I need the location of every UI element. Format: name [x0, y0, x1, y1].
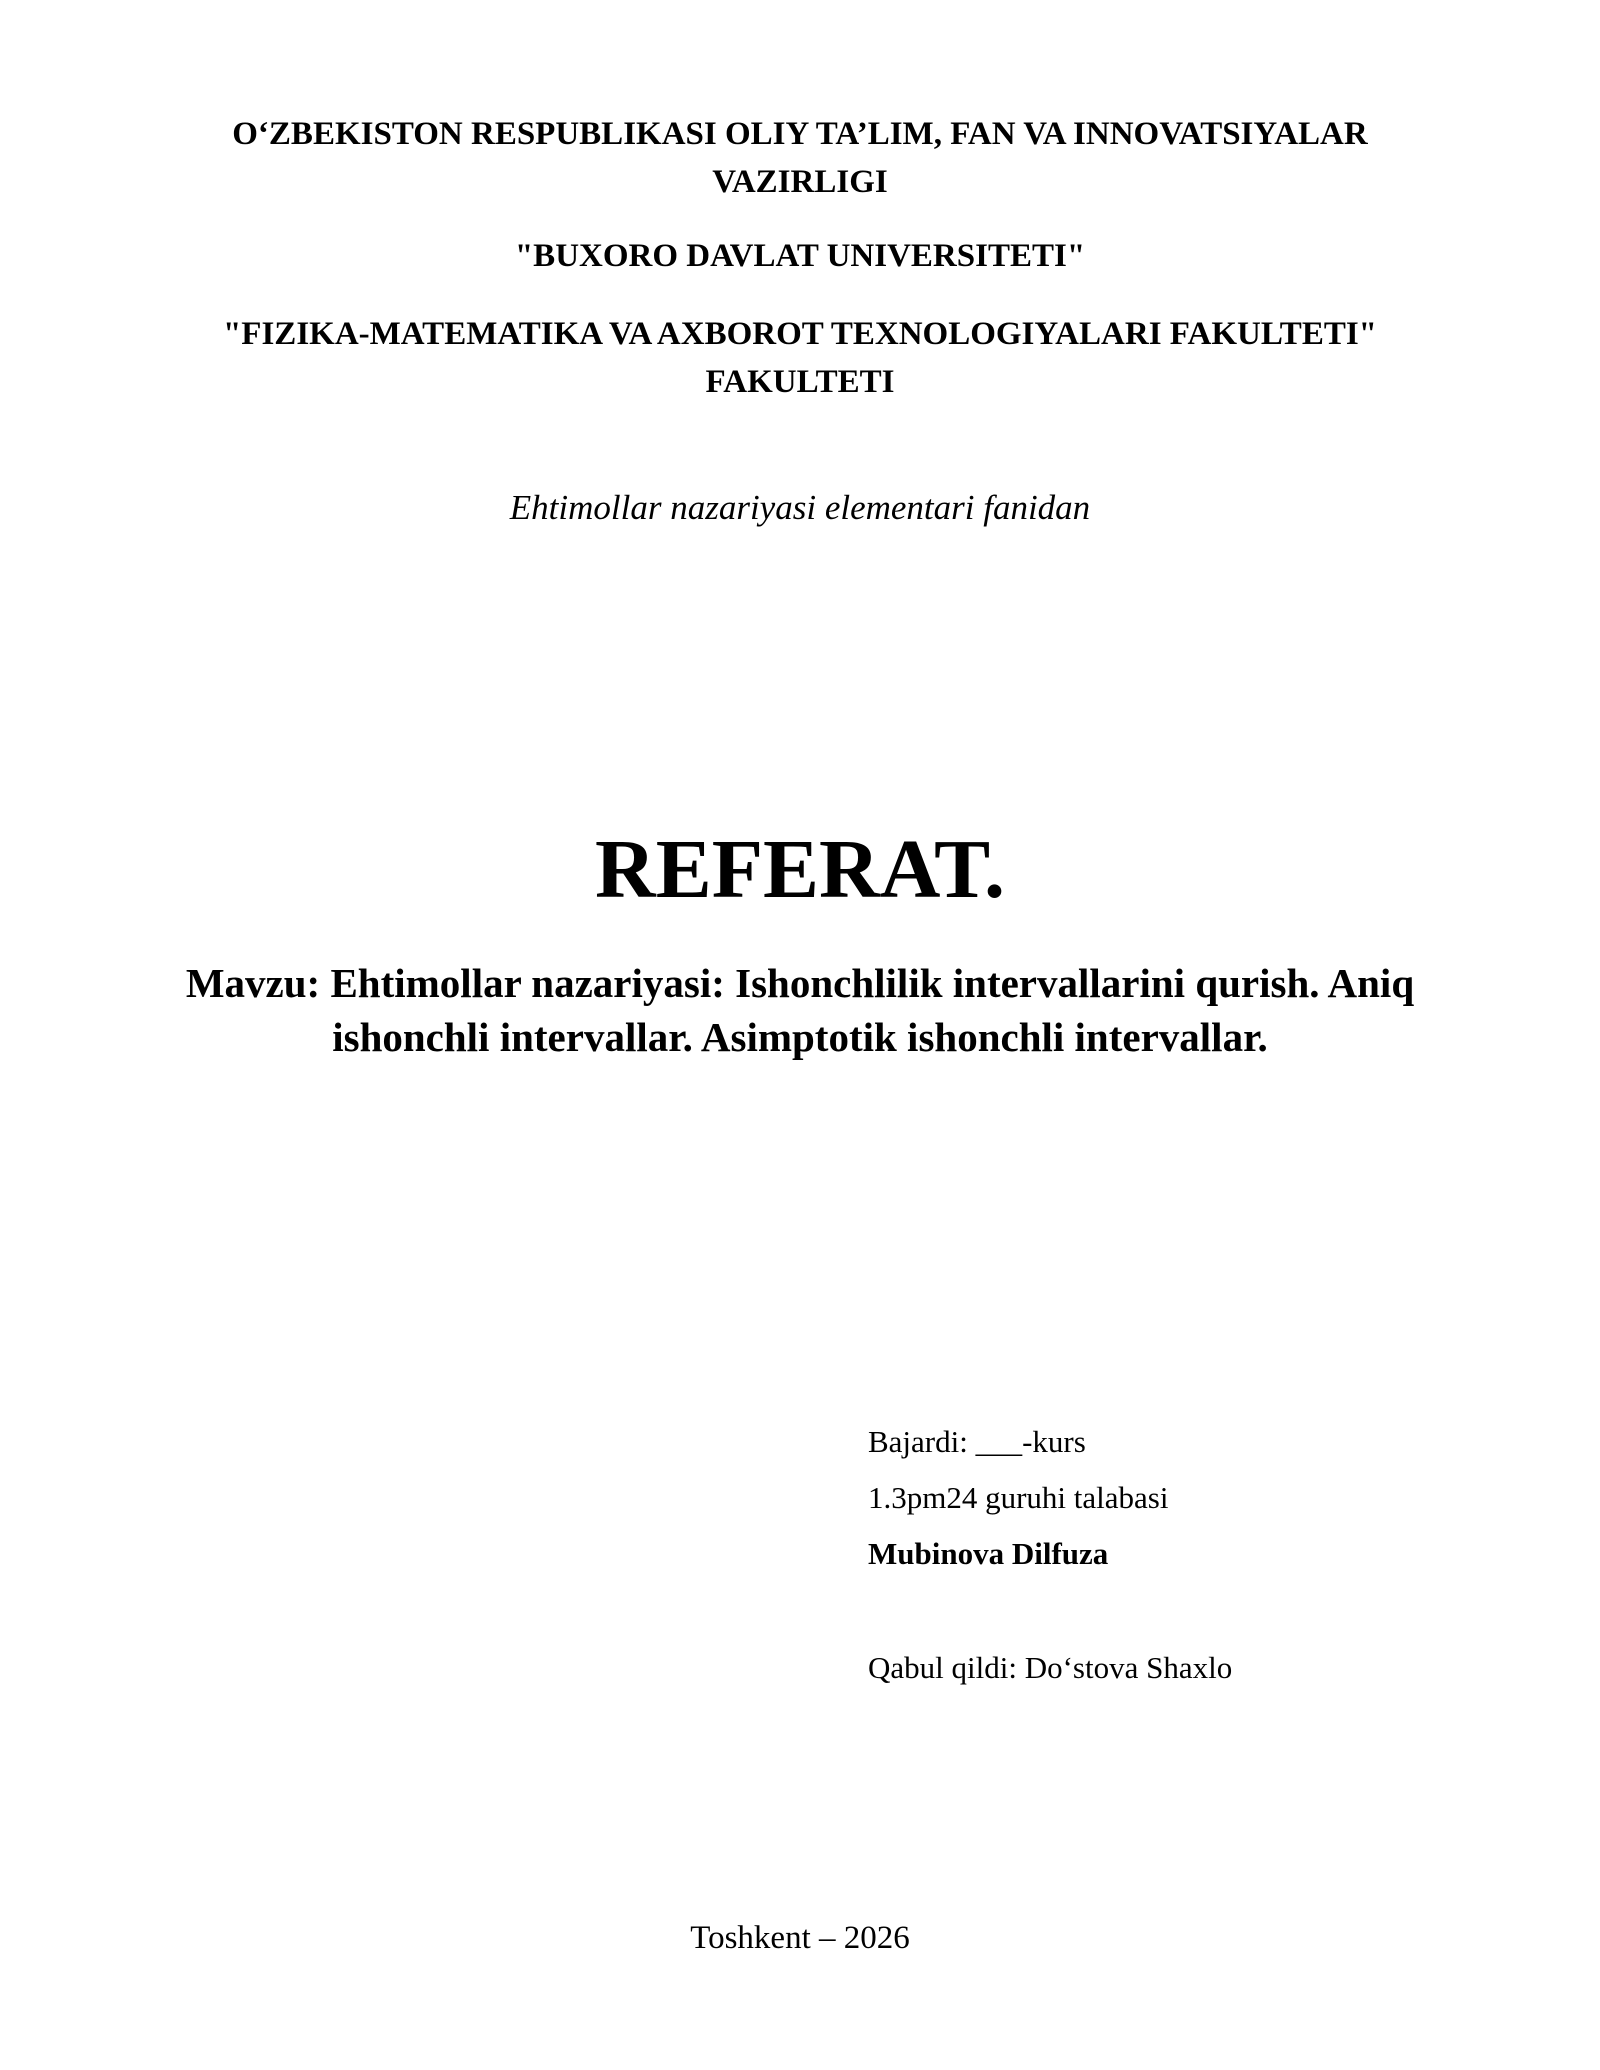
ministry-line-2: VAZIRLIGI: [712, 164, 888, 200]
topic-heading: [150, 956, 1450, 1064]
document-title: REFERAT.: [595, 823, 1005, 916]
ministry-line-1: O‘ZBEKISTON RESPUBLIKASI OLIY TA’LIM, FAN VA INNOVATSIYALAR: [232, 116, 1368, 152]
faculty-heading: [140, 310, 1460, 406]
city-year-footer: Toshkent – 2026: [690, 1920, 910, 1956]
topic-line-1: Mavzu: Ehtimollar nazariyasi: Ishonchlilik intervallarini qurish. Aniq: [185, 960, 1415, 1006]
ministry-heading: [140, 110, 1460, 206]
student-name: Mubinova Dilfuza: [868, 1536, 1109, 1571]
student-group: 1.3pm24 guruhi talabasi: [868, 1480, 1169, 1515]
subject-line: Ehtimollar nazariyasi elementari fanidan: [509, 488, 1091, 527]
faculty-line-1: "FIZIKA-MATEMATIKA VA AXBOROT TEXNOLOGIYALARI FAKULTETI": [222, 316, 1378, 352]
topic-line-2: ishonchli intervallar. Asimptotik ishonchli intervallar.: [332, 1014, 1268, 1060]
accepted-by: Qabul qildi: Do‘stova Shaxlo: [868, 1650, 1233, 1685]
student-course: Bajardi: ___-kurs: [868, 1424, 1086, 1459]
university-heading: "BUXORO DAVLAT UNIVERSITETI": [514, 238, 1086, 274]
faculty-line-2: FAKULTETI: [705, 364, 895, 400]
student-info: [868, 1414, 1508, 1582]
